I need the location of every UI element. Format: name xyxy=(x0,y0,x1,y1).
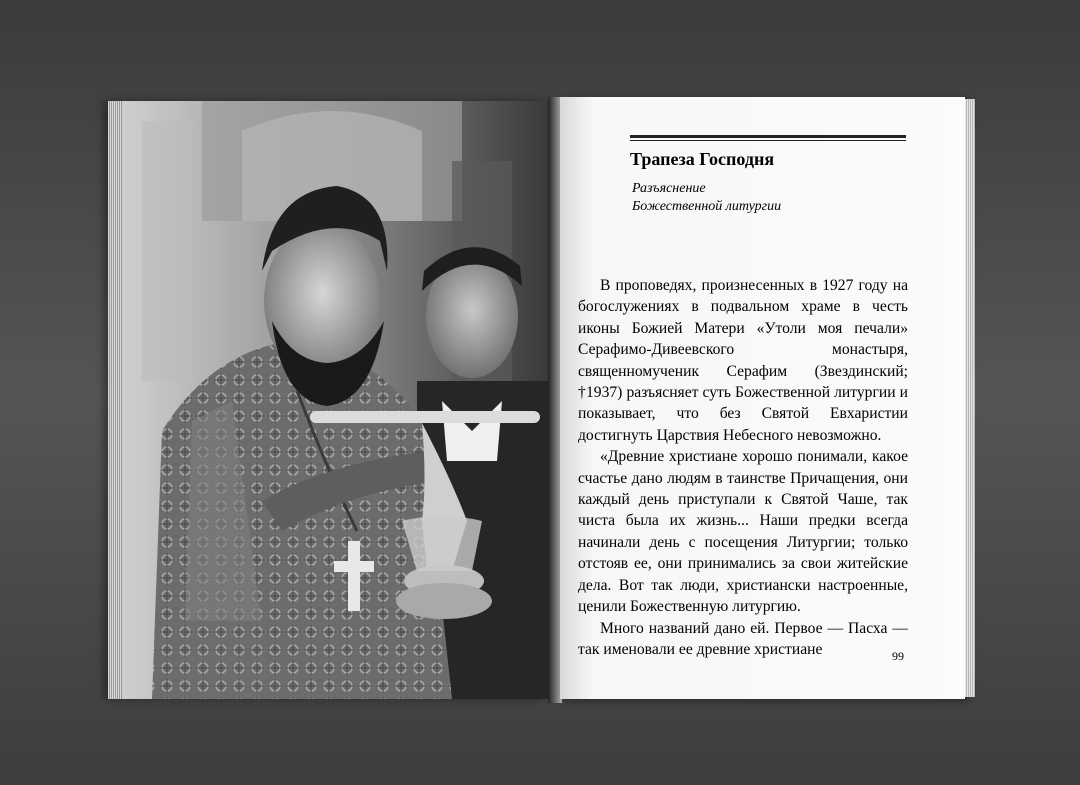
subtitle-line-1: Разъяснение xyxy=(632,181,706,196)
subtitle-line-2: Божественной литургии xyxy=(632,199,782,214)
top-rule-thick xyxy=(630,135,906,138)
page-edge-left xyxy=(108,101,122,699)
page-edge-right xyxy=(965,99,975,697)
body-text xyxy=(578,275,908,660)
priest-with-chalice-photo xyxy=(122,101,548,699)
chapter-heading: Трапеза Господня xyxy=(630,149,775,169)
left-page xyxy=(108,101,548,699)
open-book xyxy=(108,97,975,703)
right-page xyxy=(560,97,965,699)
page-number: 99 xyxy=(892,649,904,663)
paragraph-3: Много названий дано ей. Первое — Пасха — так именовали ее древние христиане xyxy=(578,619,908,658)
top-rule-thin xyxy=(630,140,906,141)
paragraph-1: В проповедях, произнесенных в 1927 году на богослужениях в подвальном храме в честь иконы Божией Матери «Утоли моя печали» Серафимо-Дивеевского монастыря, священномученик Серафим (Звездинский; †1937) разъясняет суть Божественной литургии и показывает, что без Святой Евхаристии достигнуть Царствия Небесного невозможно. xyxy=(578,277,908,444)
paragraph-2: «Древние христиане хорошо понимали, какое счастье дано людям в таинстве Причащения, они каждый день приступали к Святой Чаше, так чиста была их жизнь... Наши предки всегда начинали день с посещения Литургии; только отстояв ее, они принимались за свои житейские дела. Вот так люди, христиански настроенные, ценили Божественную литургию. xyxy=(578,448,908,616)
chapter-subtitle xyxy=(632,180,781,216)
